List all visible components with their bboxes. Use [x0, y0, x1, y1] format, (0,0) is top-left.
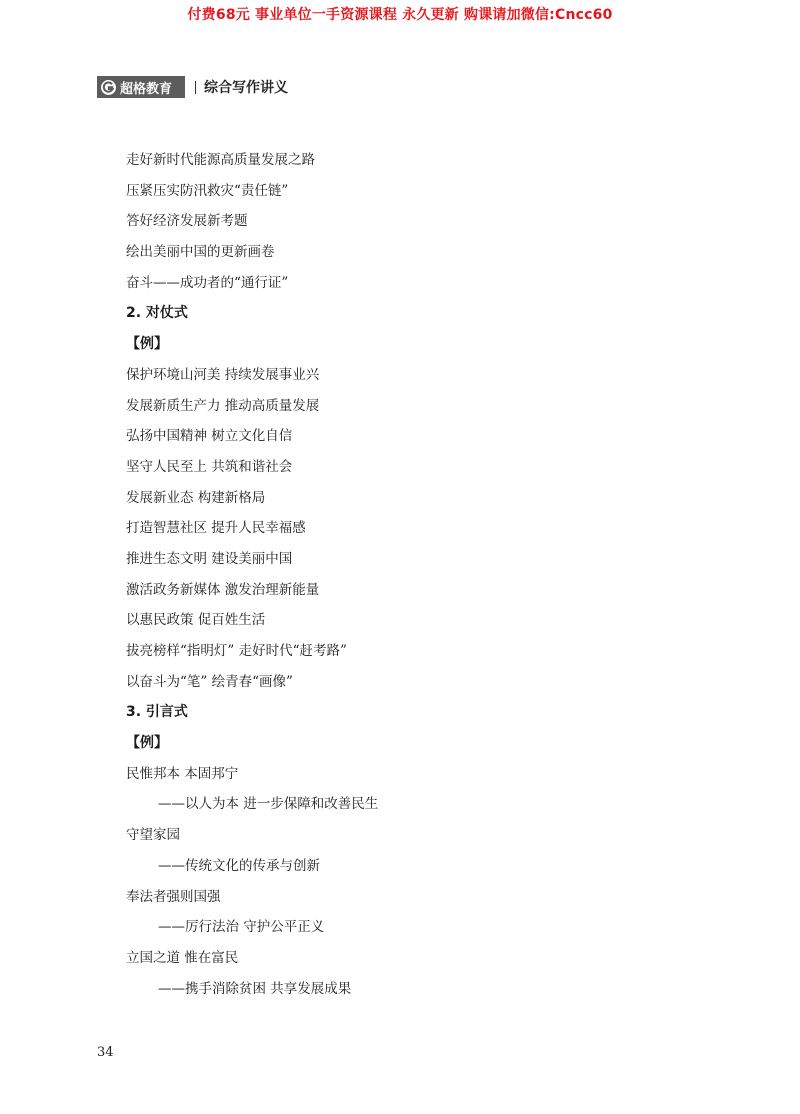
section-heading: 3. 引言式 [126, 704, 188, 721]
text-line: 激活政务新媒体 激发治理新能量 [126, 581, 320, 598]
document-body [126, 145, 726, 1004]
text-line: 推进生态文明 建设美丽中国 [126, 550, 293, 567]
text-line: 坚守人民至上 共筑和谐社会 [126, 458, 293, 475]
text-line: 弘扬中国精神 树立文化自信 [126, 428, 293, 445]
text-line: 奉法者强则国强 [126, 888, 221, 905]
quote-subline: ——以人为本 进一步保障和改善民生 [158, 796, 379, 813]
watermark-banner: 付费68元 事业单位一手资源课程 永久更新 购课请加微信:Cncc60 [187, 7, 613, 23]
logo-text: 超格教育 [120, 81, 173, 97]
text-line: 拔亮榜样“指明灯” 走好时代“赶考路” [126, 643, 347, 659]
text-line: 打造智慧社区 提升人民幸福感 [126, 520, 306, 537]
document-title: 综合写作讲义 [204, 80, 288, 96]
section-heading: 2. 对仗式 [126, 305, 188, 322]
text-line: 以惠民政策 促百姓生活 [126, 612, 266, 629]
text-line: 压紧压实防汛救灾“责任链” [126, 182, 289, 199]
section-heading: 【例】 [126, 735, 168, 752]
text-line: 走好新时代能源高质量发展之路 [126, 152, 315, 168]
text-line: 保护环境山河美 持续发展事业兴 [126, 366, 320, 383]
text-line: 守望家园 [126, 827, 180, 844]
text-line: 答好经济发展新考题 [126, 213, 248, 230]
text-line: 奋斗——成功者的“通行证” [126, 274, 289, 291]
text-line: 发展新质生产力 推动高质量发展 [126, 397, 320, 414]
header-divider [195, 81, 196, 94]
quote-subline: ——携手消除贫困 共享发展成果 [158, 980, 352, 997]
section-heading: 【例】 [126, 336, 168, 353]
text-line: 民惟邦本 本固邦宁 [126, 765, 239, 782]
logo-g-icon [100, 79, 117, 96]
quote-subline: ——厉行法治 守护公平正义 [158, 919, 325, 936]
text-line: 以奋斗为“笔” 绘青春“画像” [126, 673, 293, 690]
quote-subline: ——传统文化的传承与创新 [158, 857, 320, 874]
brand-logo [97, 76, 185, 98]
text-line: 绘出美丽中国的更新画卷 [126, 244, 275, 261]
page-number: 34 [97, 1045, 114, 1060]
text-line: 立国之道 惟在富民 [126, 949, 239, 966]
page-header [97, 76, 288, 98]
text-line: 发展新业态 构建新格局 [126, 489, 266, 506]
